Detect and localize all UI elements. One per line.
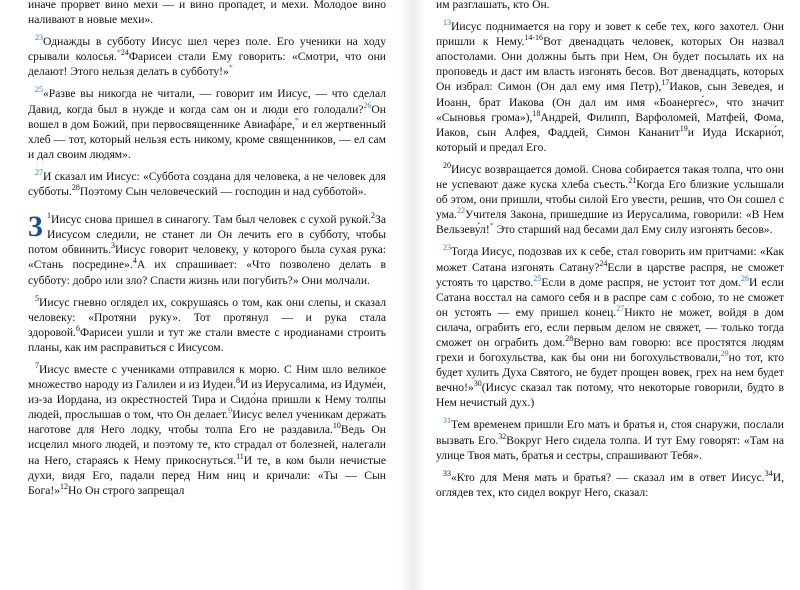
text: им разглашать, кто Он. [436,0,550,11]
verse-number: 32 [498,431,507,441]
left-page [28,0,386,587]
verse-text: Иисус велел ученикам держать наготове для Него лодку, чтобы толпа Его не раздавила. [28,408,386,437]
verse-number: 10 [332,421,341,431]
footnote-marker[interactable]: * [116,48,121,58]
verse-number: 25 [35,85,43,95]
verse-number: 27 [616,303,625,313]
verse-text: Тогда Иисус, подозвав их к себе, стал говорить им притчами: «Как может Сатана изгонять Сатану? [436,245,784,274]
verse-text: Если в царстве распря, не сможет устоять то царство. [436,260,784,289]
verse-text: Вокруг Него сидела толпа. И тут Ему говорят: «Там на улице Твоя мать, братья и сестры, спрашивают Тебя». [436,433,784,462]
verse-text: Иаков, сын Зеведея, и Иоанн, брат Иакова (Он дал им имя «Боанерге́с», что значит «Сыновья грома»), [436,80,784,124]
verse-text: «Кто для Меня мать и братья? — сказал им в ответ Иисус. [451,470,765,484]
verse-text: Однажды в субботу Иисус шел через поле. Его ученики на ходу срывали колосья. [28,35,386,64]
verse-text: «Разве вы никогда не читали, — говорит им Иисус, — что сделал Давид, когда был в нужде и когда сам он и люди его голодали? [28,87,386,116]
verse-number: 3 [111,241,115,251]
verse-number: 17 [661,78,670,88]
paragraph [436,417,784,462]
verse-text: И если Сатана восстал на самого себя и в распре сам с собою, то не сможет он устоять — ему пришел конец. [436,275,784,319]
paragraph [28,86,386,161]
verse-text: (Иисус сказал так потому, что некоторые говорили, будто в Нем нечистый дух.) [436,381,784,410]
verse-text: За Иисусом следили, не станет ли Он лечить его в субботу, чтобы потом обвинить. [28,213,386,257]
verse-number: 28 [71,183,80,193]
paragraph [436,470,784,500]
verse-text: Это старший над бесами дал Ему силу изгонять бесов». [493,223,773,237]
text: иначе прорвет вино мехи — и вино пропадет, и мехи. Молодое вино наливают в новые мехи». [28,0,386,27]
verse-text: Никто не может, войдя в дом силача, ограбить его, если первым делом не свяжет, — только тогда сможет он ограбить дом. [436,305,784,349]
paragraph [28,295,386,355]
verse-number: 7 [35,361,39,371]
paragraph [436,19,784,155]
verse-text: И, оглядев тех, кто сидел вокруг Него, сказал: [436,470,784,499]
verse-number: 9 [228,406,233,416]
verse-text: и Иуда Искарио́т, который и предал Его. [436,125,784,154]
paragraph [28,34,386,79]
verse-number: 19 [679,123,688,133]
right-page [436,0,784,587]
paragraph [436,244,784,410]
footnote-marker[interactable]: * [489,221,494,231]
footnote-marker[interactable]: * [228,63,233,73]
verse-number: 31 [443,416,451,426]
verse-text: Если в доме распря, не устоит тот дом. [541,275,742,289]
verse-number: 6 [75,323,80,333]
verse-number: 1 [47,211,51,221]
chapter-start-paragraph [28,212,386,287]
verse-text: И сказал им Иисус: «Суббота создана для человека, а не человек для субботы. [28,169,386,199]
verse-text: Но Он строго запрещал [68,483,185,497]
verse-text: Фарисеи ушли и тут же стали вместе с иродианами строить планы, как им расправиться с Иисусом. [28,325,386,354]
verse-number: 20 [443,161,451,171]
verse-number: 5 [35,293,39,303]
verse-text: Фарисеи стали Ему говорить: «Смотри, что они делают! Этого нельзя делать в субботу!» [28,50,386,79]
verse-text: Ведь Он исцелил много людей, и поэтому те, кто страдал от болезней, налегали на Него, стараясь к Нему прикоснуться. [28,423,386,467]
verse-text: Иисус поднимается на гору и зовет к себе тех, кого захотел. Они пришли к Нему. [436,20,784,49]
verse-number: 28 [565,334,574,344]
paragraph [28,169,386,199]
verse-number: 25 [533,273,542,283]
verse-number: 22 [456,206,465,216]
verse-text: Тем временем пришли Его мать и братья и, стоя снаружи, послали вызвать Его. [436,418,784,447]
verse-number: 4 [132,256,137,266]
verse-text: Вот двенадцать человек, которых Он назвал апостолами. Они должны быть при Нем, Он будет посылать их на проповедь и даст им власть изгонять бесов. Вот двенадцать, которых Он избрал: Симон (Он дал ему имя Петр), [436,35,784,94]
verse-text: Иисус говорит человеку, у которого была сухая рука: «Стань посредине». [28,243,386,272]
verse-text: и ел жертвенный хлеб — тот, который нельзя есть никому, кроме священников, — ел сам и дал своим людям». [28,117,386,161]
verse-number: 18 [532,108,541,118]
verse-text: А их спрашивает: «Что позволено делать в субботу: добро или зло? Спасти жизнь или погубить?» Они молчали. [28,258,386,287]
chapter-number: 3 [28,210,43,244]
verse-text: И те, в ком были нечистые духи, видя Его, падали перед Ним ниц и кричали: «Ты — Сын Бога!» [28,453,386,497]
verse-text: Иисус вместе с учениками отправился к морю. С Ним шло великое множество народу из Галилеи и из Иудеи. [28,362,386,392]
verse-text: Иисус снова пришел в синагогу. Там был человек с сухой рукой. [51,213,372,227]
verse-number: 14-16 [524,33,544,43]
verse-text: Верно вам говорю: все простятся людям грехи и богохульства, как бы они ни богохульствовали, [436,335,784,365]
verse-number: 30 [473,379,482,389]
verse-number: 23 [443,243,451,253]
verse-text: Иисус гневно оглядел их, сокрушаясь о том, как они слепы, и сказал человеку: «Протяни руку». Тот протянул — и рука стала здоровой. [28,295,386,339]
paragraph [436,162,784,237]
verse-text: Он вошел в дом Божий, при первосвященнике Авиафа́ре, [28,102,386,131]
verse-number: 33 [443,468,451,478]
verse-number: 11 [236,451,244,461]
page-gutter [398,0,424,590]
verse-number: 27 [35,168,43,178]
verse-text: но тот, кто будет хулить Духа Святого, не будет прощен вовек, грех на нем будет вечно!» [436,351,784,395]
verse-number: 26 [363,100,372,110]
verse-number: 34 [764,468,773,478]
paragraph [436,0,784,12]
verse-number: 24 [599,258,608,268]
verse-number: 13 [443,18,451,28]
paragraph [28,0,386,27]
verse-number: 12 [60,481,69,491]
verse-text: Иисус возвращается домой. Снова собирается такая толпа, что они не успевают даже куска хлеба съесть. [436,162,784,192]
paragraph [28,362,386,498]
verse-number: 2 [371,211,376,221]
verse-text: Андрей, Филипп, Варфоломей, Матфей, Фома, Иаков, сын Алфея, Фаддей, Симон Кананит [436,110,784,139]
verse-number: 21 [628,176,637,186]
verse-number: 26 [741,273,750,283]
verse-text: Поэтому Сын человеческий — господин и над субботой». [79,185,367,199]
verse-text: Когда Его близкие услышали об этом, они пришли, чтобы силой Его увести, решив, что Он сошел с ума. [436,178,784,222]
footnote-marker[interactable]: * [294,115,299,125]
verse-number: 29 [720,349,729,359]
verse-number: 8 [235,376,240,386]
verse-number: 23 [35,33,43,43]
verse-number: 24 [120,48,129,58]
verse-text: И из Иерусалима, из Идуме́и, из-за Иордана, из окрестностей Тира и Сидо́на пришли к Нему толпы людей, прослышав о том, что Он делает. [28,378,386,422]
verse-text: Учителя Закона, пришедшие из Иерусалима, говорили: «В Нем Вельзеву́л! [436,208,784,237]
